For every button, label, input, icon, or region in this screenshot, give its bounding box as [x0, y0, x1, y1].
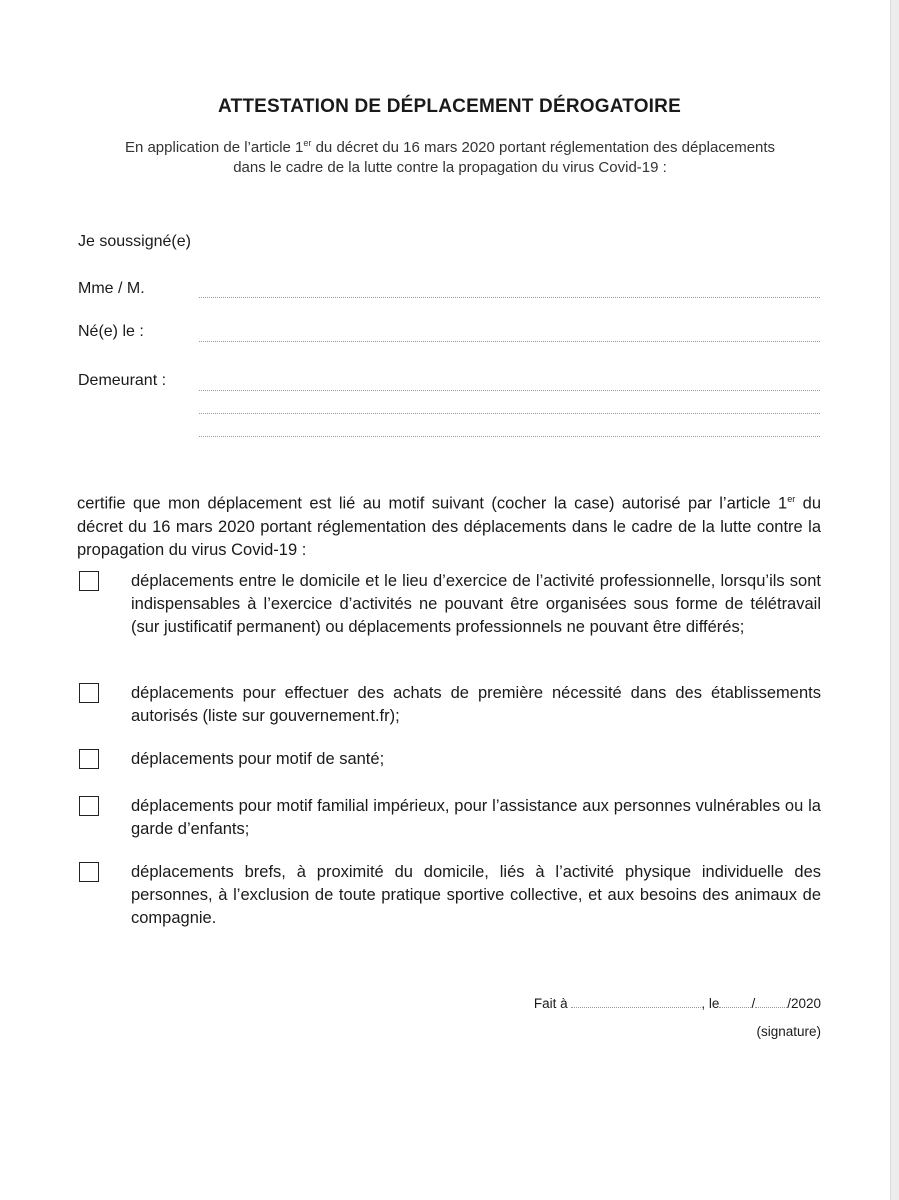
document-title: ATTESTATION DE DÉPLACEMENT DÉROGATOIRE — [218, 96, 681, 117]
reason-text: déplacements brefs, à proximité du domicile, liés à l’activité physique individuelle des personnes, à l’exclusion de toute pratique sportive collective, et aux besoins des animaux de compagnie. — [131, 863, 821, 927]
intro-label: Je soussigné(e) — [78, 233, 191, 250]
address-field-1[interactable] — [199, 390, 820, 391]
reason-checkbox[interactable] — [79, 683, 99, 703]
reason-checkbox[interactable] — [79, 862, 99, 882]
name-label: Mme / M. — [78, 280, 145, 297]
reason-text: déplacements entre le domicile et le lieu d’exercice de l’activité professionnelle, lorsqu’ils sont indispensables à l’exercice d’activités ne pouvant être organisées sous forme de télétravail (sur justificatif permanent) ou déplacements professionnels ne pouvant être différés; — [131, 572, 821, 636]
reason-checkbox[interactable] — [79, 571, 99, 591]
reason-text: déplacements pour motif de santé; — [131, 750, 385, 768]
address-field-3[interactable] — [199, 436, 820, 437]
reason-checkbox[interactable] — [79, 796, 99, 816]
reason-item — [77, 861, 821, 930]
reason-text: déplacements pour effectuer des achats de première nécessité dans des établissements autorisés (liste sur gouvernement.fr); — [131, 684, 821, 725]
place-label: Fait à — [533, 996, 572, 1011]
reason-item — [77, 748, 821, 771]
certify-text-end: du décret du 16 mars 2020 portant réglementation des déplacements dans le cadre de la lutte contre la propagation du virus Covid-19 : — [77, 494, 822, 559]
certify-sup: er — [787, 494, 796, 504]
document-subtitle — [120, 133, 780, 178]
birth-label: Né(e) le : — [78, 323, 144, 340]
subtitle-sup: er — [303, 138, 312, 148]
place-field[interactable] — [571, 1007, 701, 1008]
place-date-line — [534, 996, 821, 1011]
reason-item — [77, 795, 821, 841]
name-field[interactable] — [199, 297, 820, 298]
address-label: Demeurant : — [78, 372, 167, 389]
subtitle-text-end: du décret du 16 mars 2020 portant réglementation des déplacements dans le cadre de la lutte contre la propagation du virus Covid-19 : — [233, 139, 776, 176]
month-field[interactable] — [755, 1007, 787, 1008]
certify-text: certifie que mon déplacement est lié au motif suivant (cocher la case) autorisé par l’article 1 — [77, 494, 788, 513]
birth-field[interactable] — [199, 341, 820, 342]
reason-text: déplacements pour motif familial impérieux, pour l’assistance aux personnes vulnérables ou la garde d’enfants; — [131, 797, 821, 838]
reason-item — [77, 682, 821, 728]
certify-paragraph — [77, 488, 821, 562]
reason-checkbox[interactable] — [79, 749, 99, 769]
signature-label: (signature) — [756, 1024, 821, 1039]
day-field[interactable] — [719, 1007, 751, 1008]
reason-item — [77, 570, 821, 639]
address-field-2[interactable] — [199, 413, 820, 414]
date-separator: / — [751, 996, 756, 1011]
page-edge — [890, 0, 899, 1200]
year-text: /2020 — [787, 996, 821, 1011]
subtitle-text: En application de l’article 1 — [124, 139, 304, 156]
date-label: , le — [701, 996, 720, 1011]
